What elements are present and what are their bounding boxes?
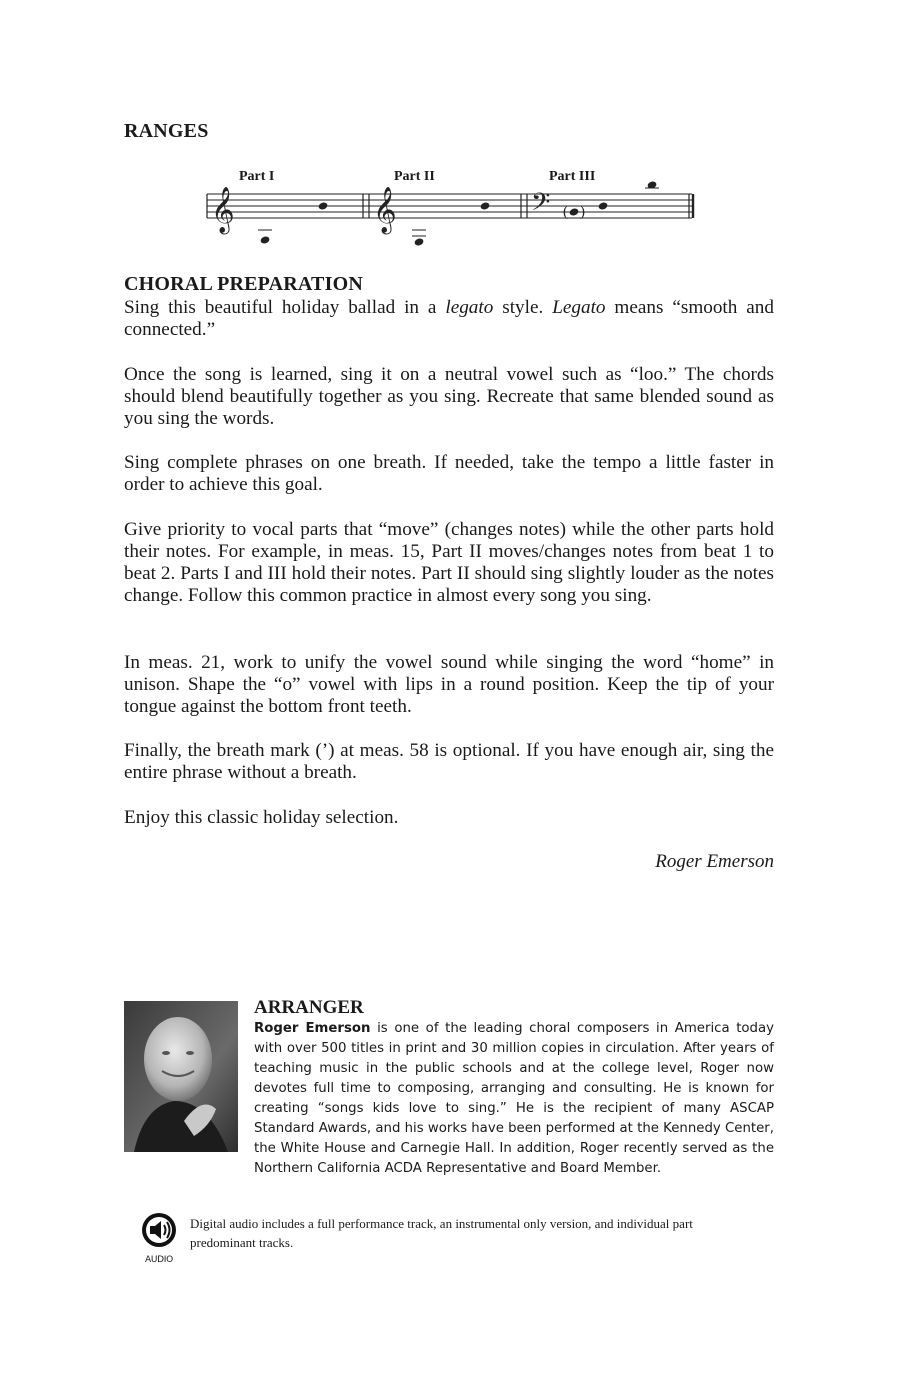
choral-preparation-heading: CHORAL PREPARATION [124,273,363,295]
treble-clef-icon: 𝄞 [211,187,235,233]
audio-note: Digital audio includes a full performance track, an instrumental only version, and individual part predominant tracks. [190,1216,693,1250]
vocal-ranges-staff [205,165,700,255]
audio-label: AUDIO [145,1255,173,1265]
arranger-name: Roger Emerson [254,1021,371,1036]
signature: Roger Emerson [655,851,774,872]
part-i-label: Part I [239,169,275,184]
paragraph-enjoy: Enjoy this classic holiday selection. [124,807,399,828]
treble-clef-icon: 𝄞 [373,187,397,233]
part-iii-label: Part III [549,169,596,184]
paragraph-legato: Sing this beautiful holiday ballad in a legato style. Legato means “smooth and connected.” [124,297,774,340]
svg-text:): ) [580,204,585,220]
arranger-bio: Roger Emerson is one of the leading choral composers in America today with over 500 titles in print and 30 million copies in circulation. After years of teaching music in the public schools and at the college level, Roger now devotes full time to composing, arranging and consulting. He is known for creating “songs kids love to sing.” He is the recipient of many ASCAP Standard Awards, and his works have been performed at the Kennedy Center, the White House and Carnegie Hall. In addition, Roger recently served as the Northern California ACDA Representative and Board Member. [254,1021,774,1176]
paragraph-moving-parts: Give priority to vocal parts that “move” (changes notes) while the other parts hold their notes. For example, in meas. 15, Part II moves/changes notes from beat 1 to beat 2. Parts I and III hold their notes. Part II should sing slightly louder as the notes change. Follow this common practice in almost every song you sing. [124,519,774,606]
paragraph-unison-vowel: In meas. 21, work to unify the vowel sound while singing the word “home” in unison. Shape the “o” vowel with lips in a round position. Keep the tip of your tongue against the bottom front teeth. [124,652,774,717]
part-ii-label: Part II [394,169,435,184]
arranger-heading: ARRANGER [254,997,364,1018]
bass-clef-icon: 𝄢 [531,188,551,223]
svg-text:(: ( [563,204,568,220]
paragraph-neutral-vowel: Once the song is learned, sing it on a neutral vowel such as “loo.” The chords should blend beautifully together as you sing. Recreate that same blended sound as you sing the words. [124,364,774,429]
staff-notation [205,165,700,255]
arranger-photo [124,1001,238,1152]
paragraph-phrases: Sing complete phrases on one breath. If needed, take the tempo a little faster in order to achieve this goal. [124,452,774,495]
paragraph-breath-mark: Finally, the breath mark (’) at meas. 58 is optional. If you have enough air, sing the entire phrase without a breath. [124,740,774,783]
ranges-heading: RANGES [124,120,209,142]
